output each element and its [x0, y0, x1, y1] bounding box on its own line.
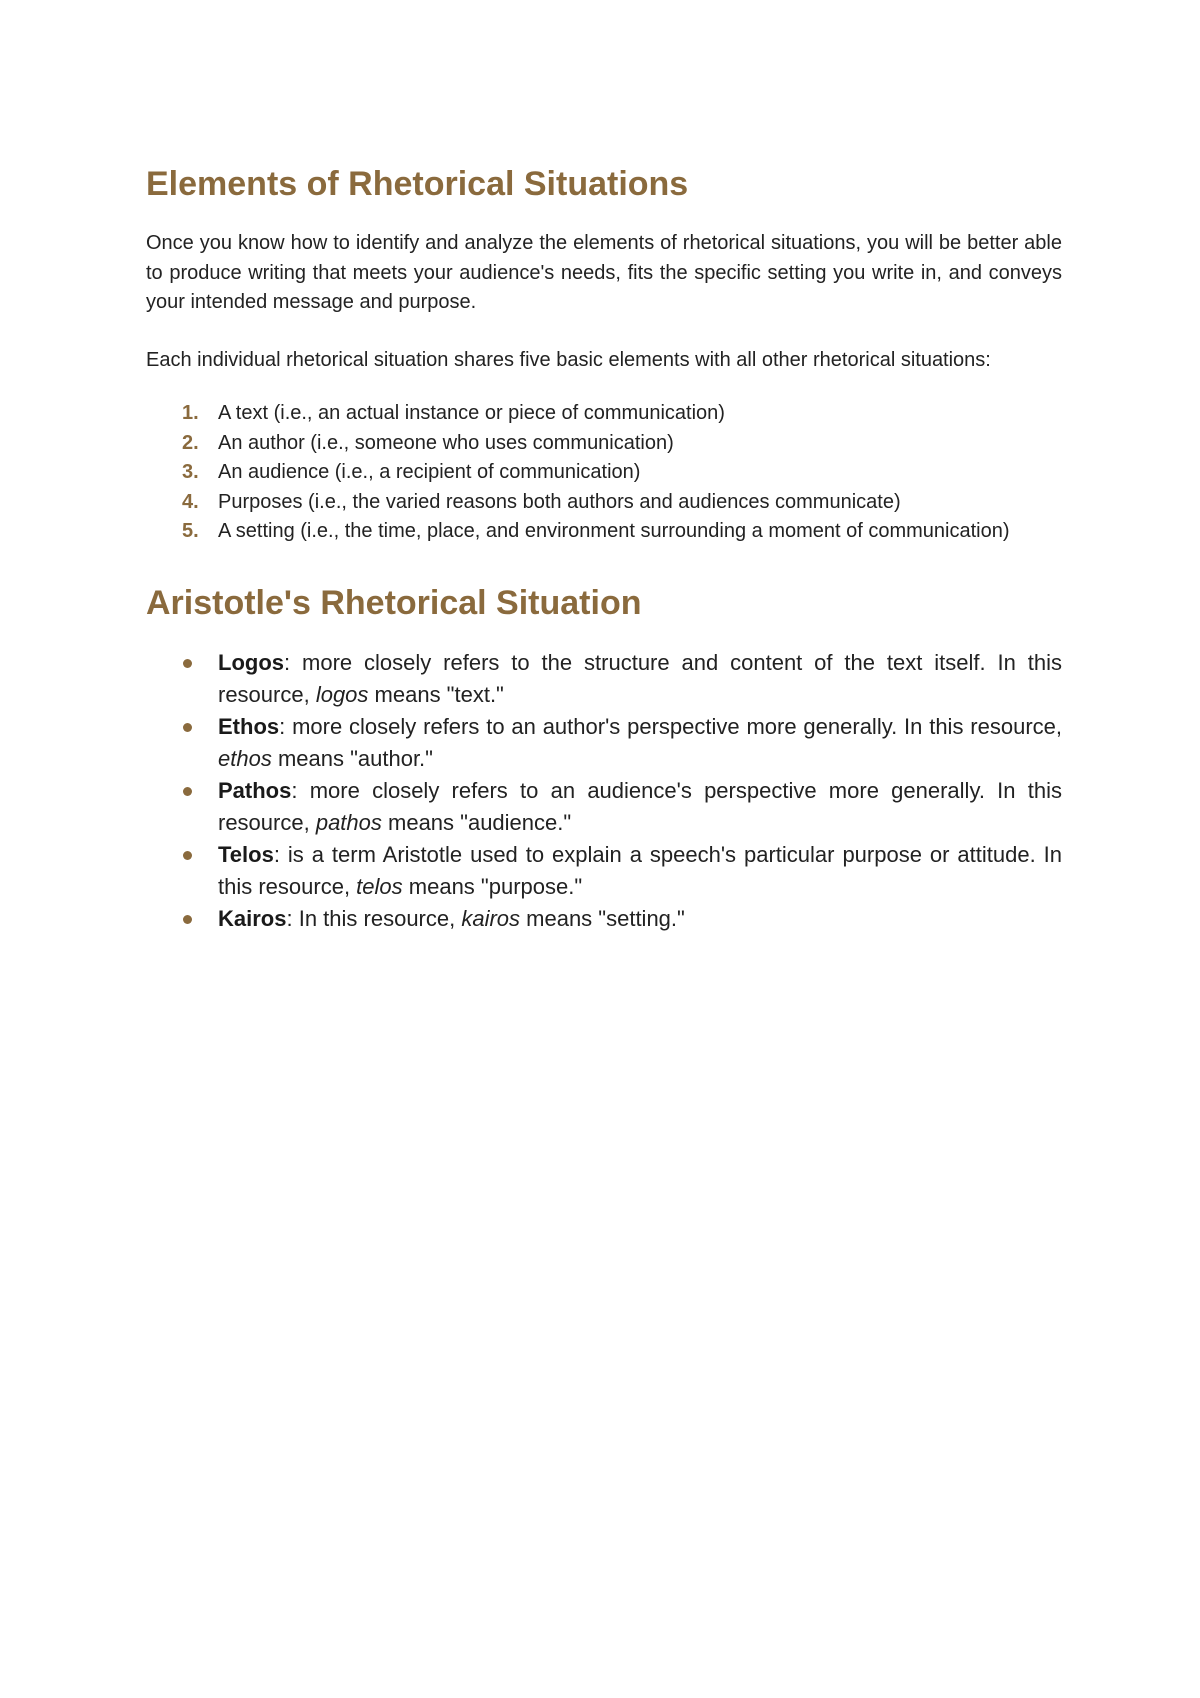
- list-item: [146, 903, 1062, 935]
- term-meaning: means "purpose.": [402, 873, 583, 899]
- term-emphasis: pathos: [315, 809, 382, 835]
- bullet-icon: [183, 659, 192, 668]
- bullet-icon: [183, 851, 192, 860]
- term-emphasis: kairos: [461, 905, 521, 931]
- section-title-elements: Elements of Rhetorical Situations: [146, 165, 689, 203]
- list-number: 4.: [182, 490, 199, 513]
- list-item-text: A setting (i.e., the time, place, and environment surrounding a moment of communication): [218, 520, 1010, 542]
- list-item: [146, 399, 1062, 429]
- term-name: Ethos: [218, 713, 280, 739]
- list-number: 1.: [182, 402, 199, 424]
- list-item-text: Purposes (i.e., the varied reasons both authors and audiences communicate): [218, 490, 901, 513]
- list-item: [146, 429, 1062, 459]
- elements-list: [146, 399, 1062, 547]
- list-item-text: An audience (i.e., a recipient of communication): [218, 461, 641, 483]
- term-definition: : is a term Aristotle used to explain a speech's particular purpose or attitude. In this resource,: [218, 841, 1062, 899]
- list-item: [146, 458, 1062, 488]
- aristotle-terms-list: [146, 647, 1062, 935]
- list-number: 5.: [182, 520, 199, 542]
- term-name: Logos: [218, 649, 284, 675]
- term-emphasis: telos: [356, 873, 403, 899]
- list-item-text: An author (i.e., someone who uses communication): [218, 431, 674, 454]
- list-item: [146, 711, 1062, 775]
- term-emphasis: ethos: [218, 745, 272, 771]
- list-item: [146, 488, 1062, 518]
- term-meaning: means "author.": [271, 745, 433, 771]
- term-name: Kairos: [218, 905, 287, 931]
- term-name: Pathos: [218, 777, 292, 803]
- term-definition: : more closely refers to an audience's perspective more generally. In this resource,: [218, 777, 1062, 835]
- intro-paragraph: Once you know how to identify and analyze the elements of rhetorical situations, you will be better able to produce writing that meets your audience's needs, fits the specific setting you write in, and conveys your intended message and purpose.: [146, 232, 1062, 313]
- term-definition: : In this resource,: [286, 905, 462, 931]
- section-title-aristotle: Aristotle's Rhetorical Situation: [146, 583, 642, 622]
- list-item: [146, 775, 1062, 839]
- term-meaning: means "text.": [368, 681, 504, 707]
- list-number: 2.: [182, 431, 199, 454]
- list-number: 3.: [182, 461, 199, 483]
- list-item: [146, 839, 1062, 903]
- document-page: [146, 160, 1062, 935]
- term-meaning: means "setting.": [520, 905, 685, 931]
- list-item-text: A text (i.e., an actual instance or piece of communication): [218, 402, 725, 424]
- bullet-icon: [183, 723, 192, 732]
- term-meaning: means "audience.": [381, 809, 572, 835]
- term-emphasis: logos: [315, 681, 369, 707]
- elements-paragraph: Each individual rhetorical situation shares five basic elements with all other rhetorical situations:: [146, 348, 991, 371]
- term-definition: : more closely refers to the structure and content of the text itself. In this resource,: [218, 649, 1062, 707]
- term-definition: : more closely refers to an author's perspective more generally. In this resource,: [279, 713, 1062, 739]
- term-name: Telos: [218, 841, 274, 867]
- bullet-icon: [183, 787, 192, 796]
- list-item: [146, 517, 1062, 547]
- bullet-icon: [183, 915, 192, 924]
- list-item: [146, 647, 1062, 711]
